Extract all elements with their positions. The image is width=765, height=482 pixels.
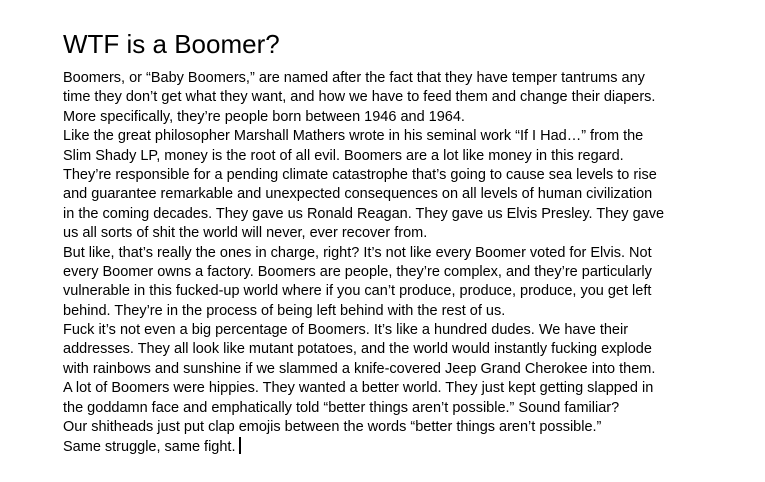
text-line[interactable]: But like, that’s really the ones in charge, right? It’s not like every Boomer voted for Elvis. Not — [63, 244, 652, 261]
text-line[interactable]: and guarantee remarkable and unexpected consequences on all levels of human civilization — [63, 186, 653, 203]
text-line[interactable]: Our shitheads just put clap emojis between the words “better things aren’t possible.” — [63, 419, 602, 436]
text-line-content[interactable]: Same struggle, same fight. — [63, 439, 236, 456]
text-line[interactable]: addresses. They all look like mutant potatoes, and the world would instantly fucking explode — [63, 341, 652, 358]
text-line[interactable]: with rainbows and sunshine if we slammed a knife-covered Jeep Grand Cherokee into them. — [63, 360, 656, 377]
document-title[interactable]: WTF is a Boomer? — [63, 29, 280, 59]
text-line[interactable]: in the coming decades. They gave us Ronald Reagan. They gave us Elvis Presley. They gave — [63, 205, 665, 222]
text-line[interactable]: Slim Shady LP, money is the root of all evil. Boomers are a lot like money in this regard. — [63, 147, 624, 164]
text-line[interactable]: Fuck it’s not even a big percentage of Boomers. It’s like a hundred dudes. We have their — [63, 322, 629, 339]
text-line[interactable]: every Boomer owns a factory. Boomers are people, they’re complex, and they’re particularly — [63, 263, 652, 280]
text-cursor — [239, 437, 241, 454]
text-line[interactable]: vulnerable in this fucked-up world where if you can’t produce, produce, produce, you get left — [63, 283, 652, 300]
text-line[interactable]: A lot of Boomers were hippies. They wanted a better world. They just kept getting slapped in — [63, 380, 654, 397]
text-line[interactable]: time they don’t get what they want, and how we have to feed them and change their diapers. — [63, 89, 656, 106]
text-line[interactable]: They’re responsible for a pending climate catastrophe that’s going to cause sea levels to rise — [63, 166, 657, 183]
text-line[interactable]: the goddamn face and emphatically told “better things aren’t possible.” Sound familiar? — [63, 399, 620, 416]
text-line[interactable]: Boomers, or “Baby Boomers,” are named after the fact that they have temper tantrums any — [63, 70, 645, 86]
last-text-line[interactable] — [63, 437, 753, 456]
document-body[interactable] — [63, 69, 753, 457]
text-line[interactable]: behind. They’re in the process of being left behind with the rest of us. — [63, 302, 506, 319]
text-line[interactable]: us all sorts of shit the world will never, ever recover from. — [63, 225, 428, 242]
text-line[interactable]: More specifically, they’re people born between 1946 and 1964. — [63, 108, 465, 125]
text-line[interactable]: Like the great philosopher Marshall Mathers wrote in his seminal work “If I Had…” from the — [63, 128, 644, 145]
